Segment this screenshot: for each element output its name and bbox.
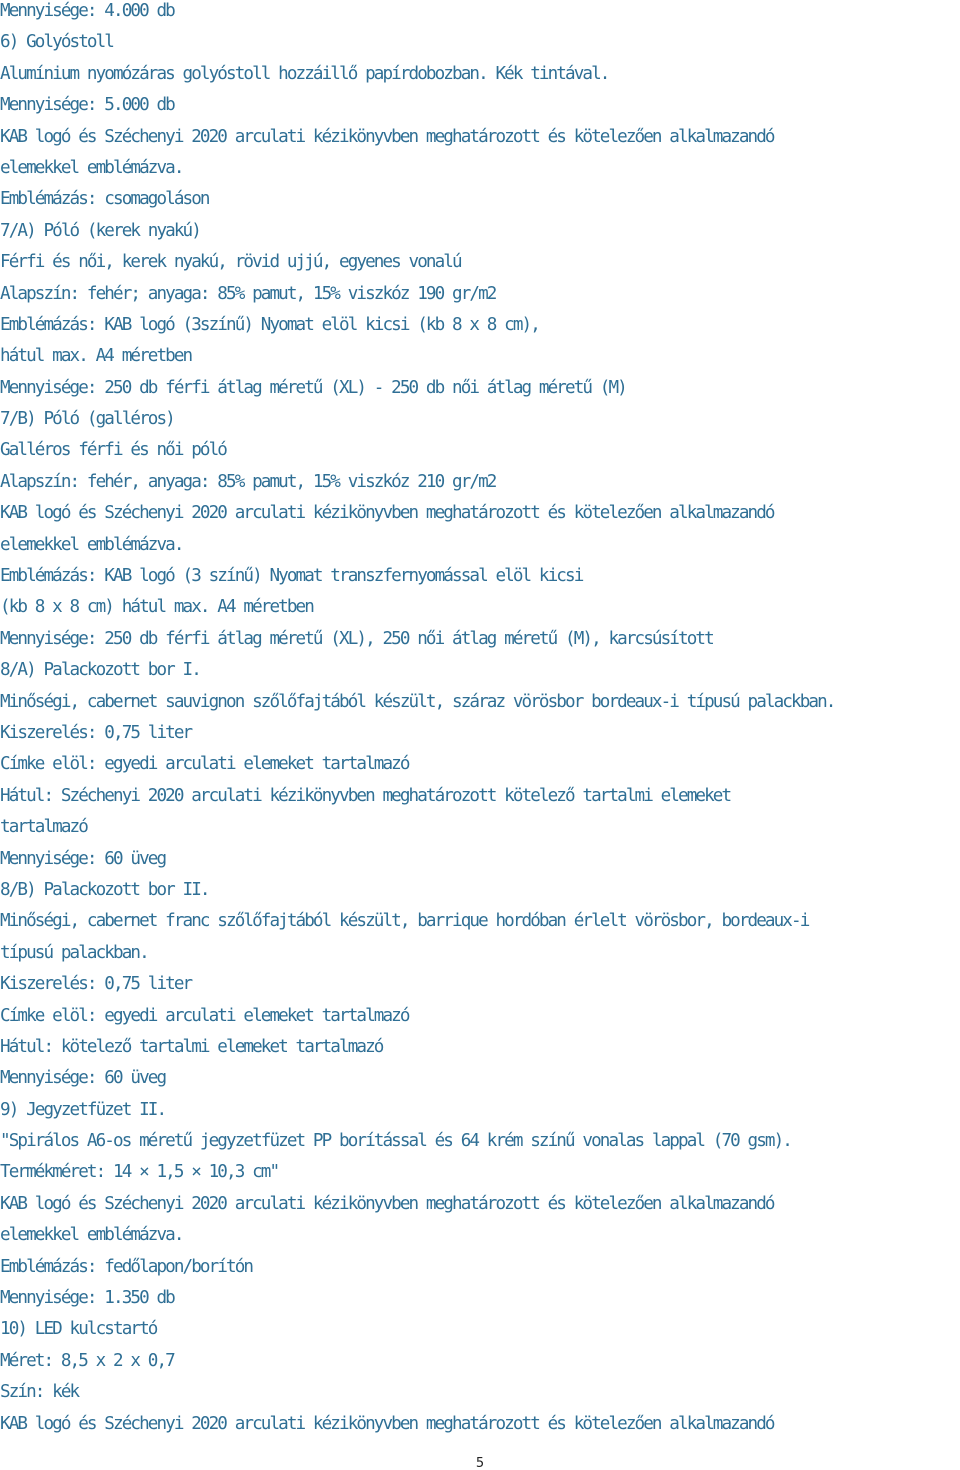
text-line: Mennyisége: 4.000 db [0, 1, 174, 21]
text-line: 7/B) Póló (galléros) [0, 409, 174, 430]
text-line: Alapszín: fehér, anyaga: 85% pamut, 15% viszkóz 210 gr/m2 [0, 471, 496, 492]
text-line: KAB logó és Széchenyi 2020 arculati kézikönyvben meghatározott és kötelezően alkalmazandó [0, 1193, 774, 1214]
text-line: "Spirálos A6-os méretű jegyzetfüzet PP borítással és 64 krém színű vonalas lappal (70 gsm). [0, 1131, 792, 1152]
text-line: Minőségi, cabernet franc szőlőfajtából készült, barrique hordóban érlelt vörösbor, bordeaux-i [0, 911, 809, 932]
text-line: Galléros férfi és női póló [0, 440, 227, 461]
text-line: 8/B) Palackozott bor II. [0, 879, 209, 900]
text-line: Mennyisége: 60 üveg [0, 848, 166, 869]
text-line: 6) Golyóstoll [0, 32, 114, 53]
text-line: Mennyisége: 60 üveg [0, 1068, 166, 1089]
text-line: Mennyisége: 5.000 db [0, 95, 174, 116]
text-line: 10) LED kulcstartó [0, 1319, 157, 1340]
text-line: hátul max. A4 méretben [0, 346, 192, 367]
text-line: 7/A) Póló (kerek nyakú) [0, 220, 200, 241]
text-line: Címke elöl: egyedi arculati elemeket tartalmazó [0, 754, 409, 775]
text-line: KAB logó és Széchenyi 2020 arculati kézikönyvben meghatározott és kötelezően alkalmazandó [0, 126, 774, 147]
text-line: KAB logó és Széchenyi 2020 arculati kézikönyvben meghatározott és kötelezően alkalmazandó [0, 1413, 774, 1434]
text-line: KAB logó és Széchenyi 2020 arculati kézikönyvben meghatározott és kötelezően alkalmazandó [0, 503, 774, 524]
text-line: 8/A) Palackozott bor I. [0, 660, 200, 681]
text-line: Méret: 8,5 x 2 x 0,7 [0, 1350, 174, 1371]
text-line: Emblémázás: KAB logó (3színű) Nyomat elöl kicsi (kb 8 x 8 cm), [0, 314, 539, 335]
text-line: típusú palackban. [0, 942, 148, 963]
text-line: elemekkel emblémázva. [0, 534, 183, 555]
text-line: (kb 8 x 8 cm) hátul max. A4 méretben [0, 597, 313, 618]
text-line: Emblémázás: fedőlapon/borítón [0, 1256, 253, 1277]
page-number: 5 [475, 1456, 485, 1470]
text-line: Hátul: kötelező tartalmi elemeket tartalmazó [0, 1036, 383, 1057]
text-line: Emblémázás: csomagoláson [0, 189, 209, 210]
text-line: elemekkel emblémázva. [0, 157, 183, 178]
text-line: Címke elöl: egyedi arculati elemeket tartalmazó [0, 1005, 409, 1026]
text-line: Alapszín: fehér; anyaga: 85% pamut, 15% viszkóz 190 gr/m2 [0, 283, 496, 304]
text-line: Kiszerelés: 0,75 liter [0, 722, 192, 743]
text-line: Emblémázás: KAB logó (3 színű) Nyomat transzfernyomással elöl kicsi [0, 566, 583, 587]
text-line: 9) Jegyzetfüzet II. [0, 1099, 166, 1120]
text-line: Mennyisége: 250 db férfi átlag méretű (XL) - 250 db női átlag méretű (M) [0, 377, 626, 398]
text-line: Szín: kék [0, 1382, 79, 1403]
text-line: elemekkel emblémázva. [0, 1225, 183, 1246]
text-line: Kiszerelés: 0,75 liter [0, 974, 192, 995]
text-line: Mennyisége: 1.350 db [0, 1288, 174, 1309]
text-line: Hátul: Széchenyi 2020 arculati kézikönyvben meghatározott kötelező tartalmi elemeket [0, 785, 731, 806]
text-line: Férfi és női, kerek nyakú, rövid ujjú, egyenes vonalú [0, 252, 461, 273]
text-line: Minőségi, cabernet sauvignon szőlőfajtából készült, száraz vörösbor bordeaux-i típusú palackban. [0, 691, 835, 712]
text-line: Termékméret: 14 × 1,5 × 10,3 cm" [0, 1162, 279, 1183]
text-line: Mennyisége: 250 db férfi átlag méretű (XL), 250 női átlag méretű (M), karcsúsított [0, 628, 713, 649]
text-line: tartalmazó [0, 817, 87, 838]
text-line: Alumínium nyomózáras golyóstoll hozzáillő papírdobozban. Kék tintával. [0, 63, 609, 84]
